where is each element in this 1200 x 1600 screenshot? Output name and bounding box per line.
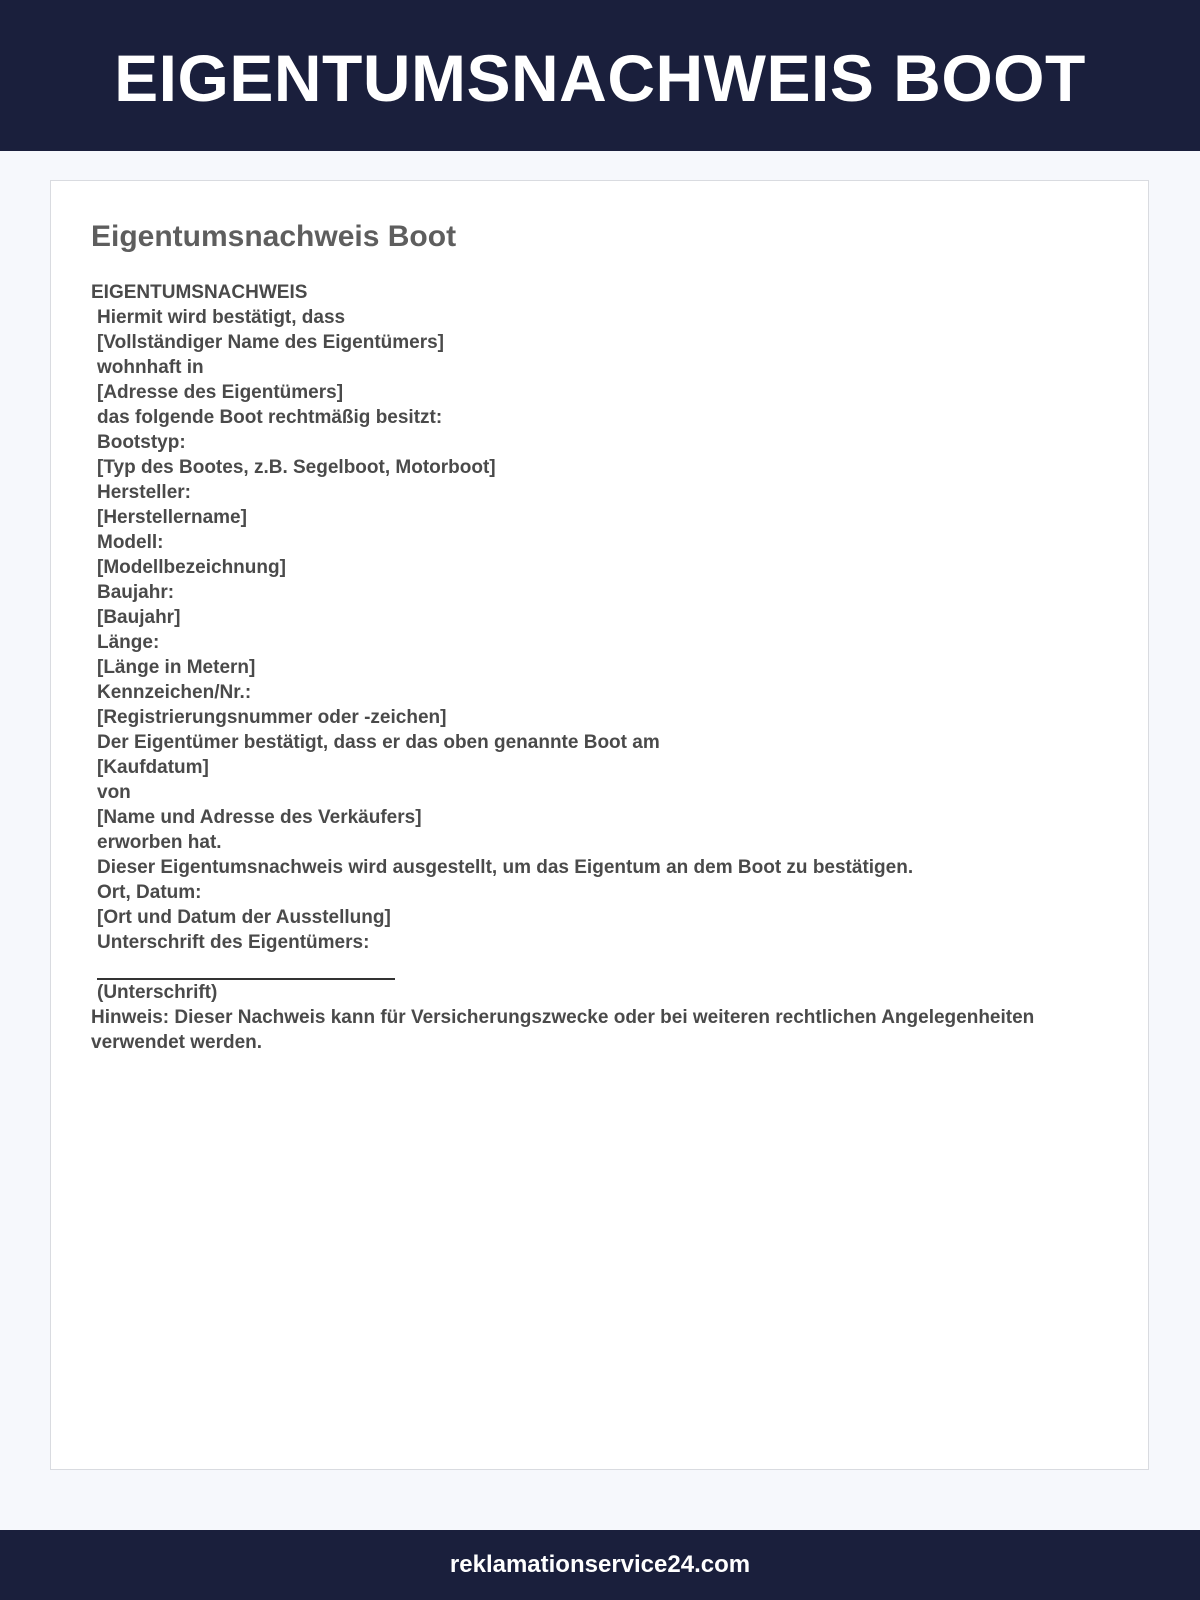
document-line: Hersteller: bbox=[97, 482, 191, 503]
document-card bbox=[50, 180, 1149, 1470]
document-line: Unterschrift des Eigentümers: bbox=[97, 932, 370, 953]
document-line: Länge: bbox=[97, 632, 160, 653]
document-line: Bootstyp: bbox=[97, 432, 186, 453]
signature-line bbox=[97, 955, 395, 980]
document-line: [Ort und Datum der Ausstellung] bbox=[97, 907, 391, 928]
document-line: erworben hat. bbox=[97, 832, 222, 853]
document-line: [Typ des Bootes, z.B. Segelboot, Motorboot] bbox=[97, 457, 496, 478]
page-header bbox=[0, 0, 1200, 151]
document-line: Baujahr: bbox=[97, 582, 175, 603]
document-line: Ort, Datum: bbox=[97, 882, 202, 903]
document-lines bbox=[91, 305, 1101, 955]
document-line: Modell: bbox=[97, 532, 164, 553]
document-line: [Vollständiger Name des Eigentümers] bbox=[97, 332, 445, 353]
document-line: Hiermit wird bestätigt, dass bbox=[97, 307, 346, 328]
document-line: [Länge in Metern] bbox=[97, 657, 256, 678]
document-line: das folgende Boot rechtmäßig besitzt: bbox=[97, 407, 443, 428]
document-line: [Herstellername] bbox=[97, 507, 247, 528]
document-line: [Modellbezeichnung] bbox=[97, 557, 286, 578]
document-line: [Kaufdatum] bbox=[97, 757, 209, 778]
document-line: Der Eigentümer bestätigt, dass er das oben genannte Boot am bbox=[97, 732, 660, 753]
document-line: [Name und Adresse des Verkäufers] bbox=[97, 807, 422, 828]
document-line: Kennzeichen/Nr.: bbox=[97, 682, 252, 703]
document-title: Eigentumsnachweis Boot bbox=[91, 220, 457, 253]
document-line: Dieser Eigentumsnachweis wird ausgestellt, um das Eigentum an dem Boot zu bestätigen. bbox=[97, 857, 914, 878]
document-line: [Registrierungsnummer oder -zeichen] bbox=[97, 707, 447, 728]
document-body bbox=[91, 280, 1101, 1055]
signature-caption: (Unterschrift) bbox=[97, 982, 218, 1003]
footer-website: reklamationservice24.com bbox=[449, 1551, 751, 1578]
document-line: wohnhaft in bbox=[97, 357, 204, 378]
document-line: [Baujahr] bbox=[97, 607, 181, 628]
document-note: Hinweis: Dieser Nachweis kann für Versicherungszwecke oder bei weiteren rechtlichen Angelegenheiten verwendet werden. bbox=[91, 1007, 1035, 1053]
document-line: von bbox=[97, 782, 131, 803]
document-line: [Adresse des Eigentümers] bbox=[97, 382, 344, 403]
header-title: EIGENTUMSNACHWEIS BOOT bbox=[114, 40, 1086, 115]
page-footer bbox=[0, 1530, 1200, 1600]
document-heading: EIGENTUMSNACHWEIS bbox=[91, 282, 308, 303]
